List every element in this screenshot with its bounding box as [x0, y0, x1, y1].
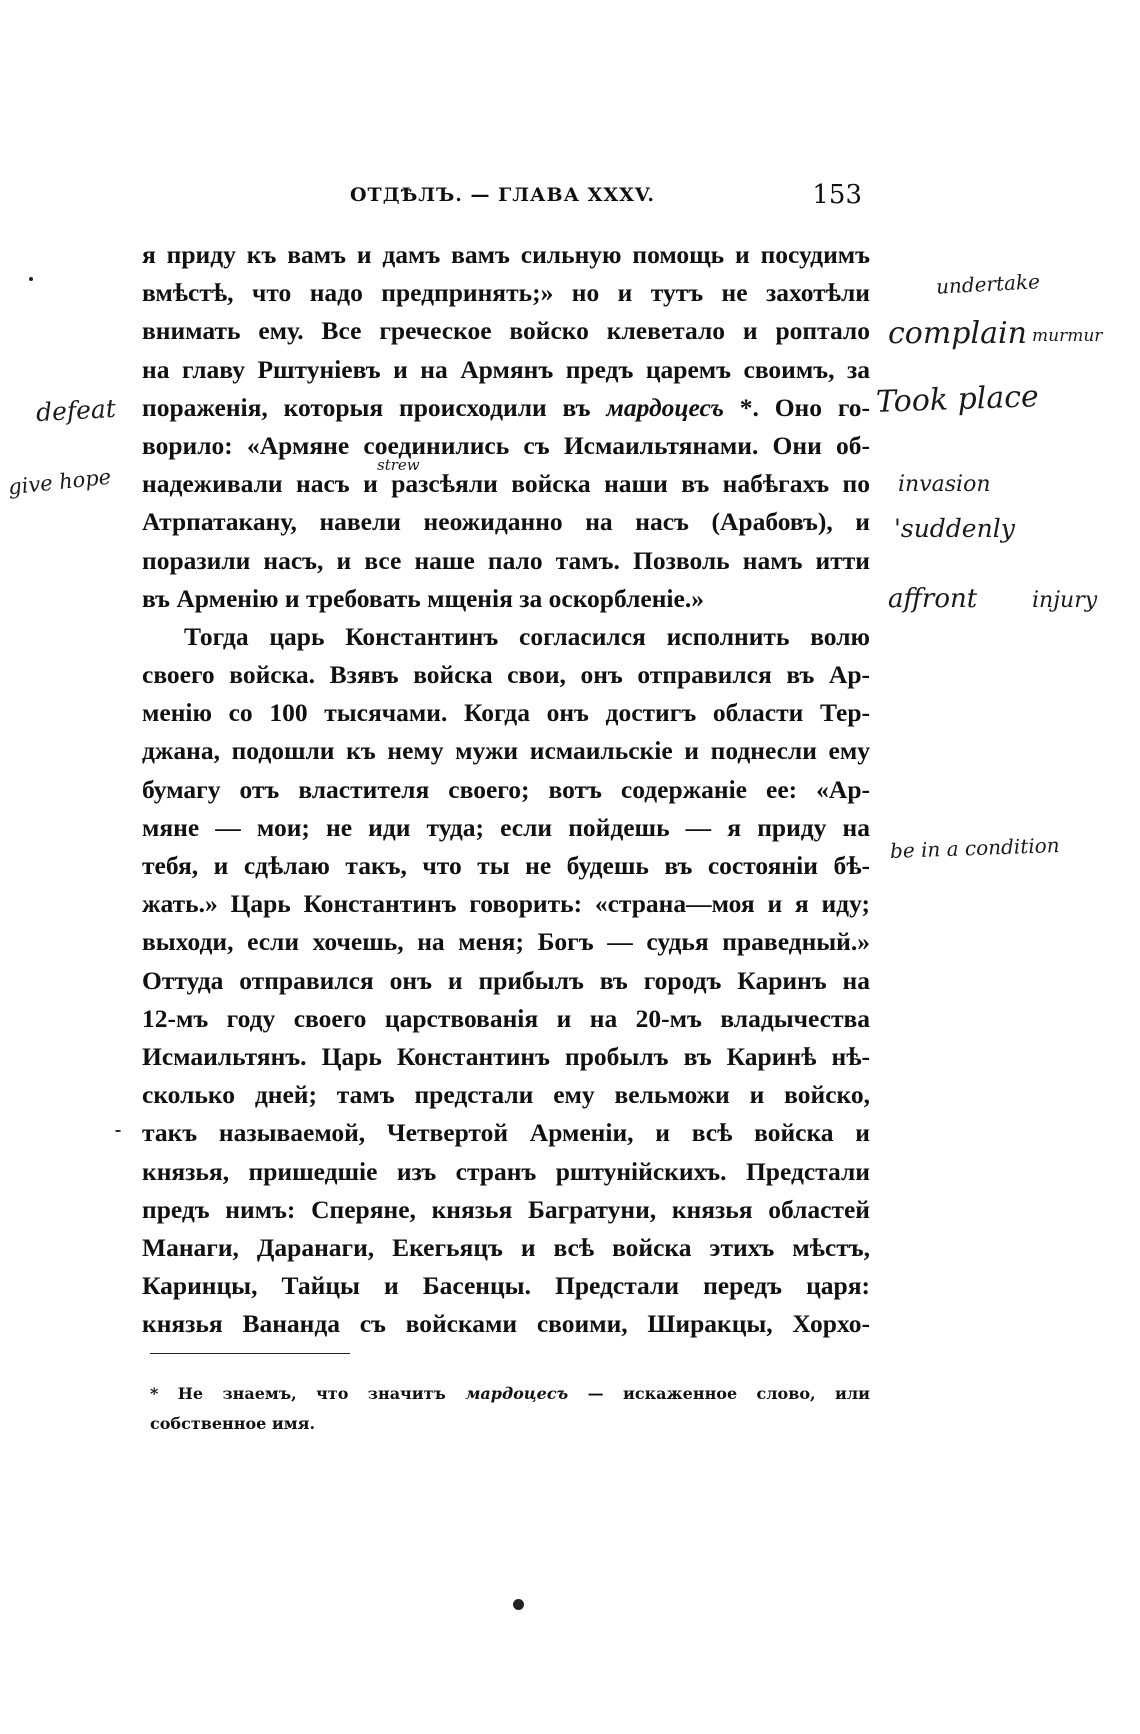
text-segment: пораженія, которыя происходили въ [142, 392, 607, 422]
handwritten-note-suddenly: 'suddenly [894, 514, 1015, 543]
text-line: джана, подошли къ нему мужи исмаильскіе и поднесли ему [142, 736, 870, 766]
text-segment: *. Оно го- [723, 392, 871, 422]
text-line: надеживали насъ и разсѣяли войска наши въ набѣгахъ по [142, 469, 870, 499]
footnote [150, 1379, 870, 1439]
footnote-divider [150, 1353, 350, 1354]
text-line: поразили насъ, и все наше пало тамъ. Позволь намъ итти [142, 545, 870, 575]
text-line: Каринцы, Тайцы и Басенцы. Предстали передъ царя: [142, 1271, 870, 1301]
text-line: предъ нимъ: Сперяне, князья Багратуни, князья областей [142, 1194, 870, 1224]
text-line: внимать ему. Все греческое войско клеветало и роптало [142, 316, 870, 346]
footnote-line [150, 1379, 870, 1409]
text-line: своего войска. Взявъ войска свои, онъ отправился въ Ар- [142, 660, 870, 690]
text-segment: — искаженное слово, или [568, 1384, 870, 1403]
handwritten-note-defeat: defeat [35, 393, 117, 428]
header-title: ОТДѢЛЪ. — ГЛАВА XXXV. [350, 184, 655, 206]
body-text [142, 236, 870, 1343]
text-line: сколько дней; тамъ предстали ему вельможи и войско, [142, 1080, 870, 1110]
footnote-line: собственное имя. [150, 1414, 316, 1433]
text-line: бумагу отъ властителя своего; вотъ содержаніе ее: «Ар- [142, 774, 870, 804]
text-line: Оттуда отправился онъ и прибылъ въ городъ Каринъ на [142, 965, 870, 995]
handwritten-note-murmur: murmur [1032, 326, 1103, 346]
italic-term: мардоцесъ [465, 1384, 569, 1403]
handwritten-note-complain: complain [888, 316, 1027, 351]
handwritten-note-strew: strew [377, 456, 420, 474]
handwritten-note-be-in-a-condition: be in a condition [889, 833, 1060, 863]
ink-dot [513, 1599, 524, 1610]
handwritten-note-injury: injury [1032, 588, 1098, 613]
text-line: въ Арменію и требовать мщенія за оскорбленіе.» [142, 583, 704, 613]
ink-dot [115, 1130, 121, 1132]
ink-dot [29, 277, 33, 281]
text-line: выходи, если хочешь, на меня; Богъ — судья праведный.» [142, 927, 870, 957]
text-line: князья Вананда съ войсками своими, Ширакцы, Хорхо- [142, 1309, 870, 1339]
italic-term: мардоцесъ [606, 392, 724, 422]
text-line [142, 389, 870, 427]
text-line: менію со 100 тысячами. Когда онъ достигъ области Тер- [142, 698, 870, 728]
text-line: Манаги, Даранаги, Екегьяцъ и всѣ войска этихъ мѣстъ, [142, 1232, 870, 1262]
handwritten-note-undertake: undertake [935, 269, 1041, 299]
handwritten-note-invasion: invasion [898, 472, 991, 497]
text-segment: * Не знаемъ, что значитъ [150, 1384, 466, 1403]
text-line: вмѣстѣ, что надо предпринять;» но и тутъ не захотѣли [142, 278, 870, 308]
text-line: 12-мъ году своего царствованія и на 20-мъ владычества [142, 1003, 870, 1033]
text-line: тебя, и сдѣлаю такъ, что ты не будешь въ состояніи бѣ- [142, 851, 870, 880]
text-line: я приду къ вамъ и дамъ вамъ сильную помощь и посудимъ [142, 240, 870, 269]
text-line: Атрпатакану, навели неожиданно на насъ (Арабовъ), и [142, 507, 870, 537]
text-line: на главу Рштуніевъ и на Армянъ предъ царемъ своимъ, за [142, 354, 870, 384]
text-line: жать.» Царь Константинъ говорить: «страна—моя и я иду; [142, 889, 870, 919]
text-line: Тогда царь Константинъ согласился исполнить волю [184, 621, 870, 651]
text-line: такъ называемой, Четвертой Арменіи, и всѣ войска и [142, 1118, 870, 1148]
page-number: 153 [812, 180, 862, 210]
text-line: Исмаильтянъ. Царь Константинъ пробылъ въ Каринѣ нѣ- [142, 1041, 870, 1071]
handwritten-note-affront: affront [888, 584, 978, 614]
handwritten-note-took-place: Took place [875, 379, 1040, 420]
text-line: мяне — мои; не иди туда; если пойдешь — я приду на [142, 812, 870, 842]
handwritten-note-give-hope: give hope [7, 464, 113, 500]
running-header [140, 180, 870, 214]
text-line: князья, пришедшіе изъ странъ рштунійскихъ. Предстали [142, 1156, 870, 1186]
text-line: ворило: «Армяне соединились съ Исмаильтянами. Они об- [142, 430, 870, 460]
